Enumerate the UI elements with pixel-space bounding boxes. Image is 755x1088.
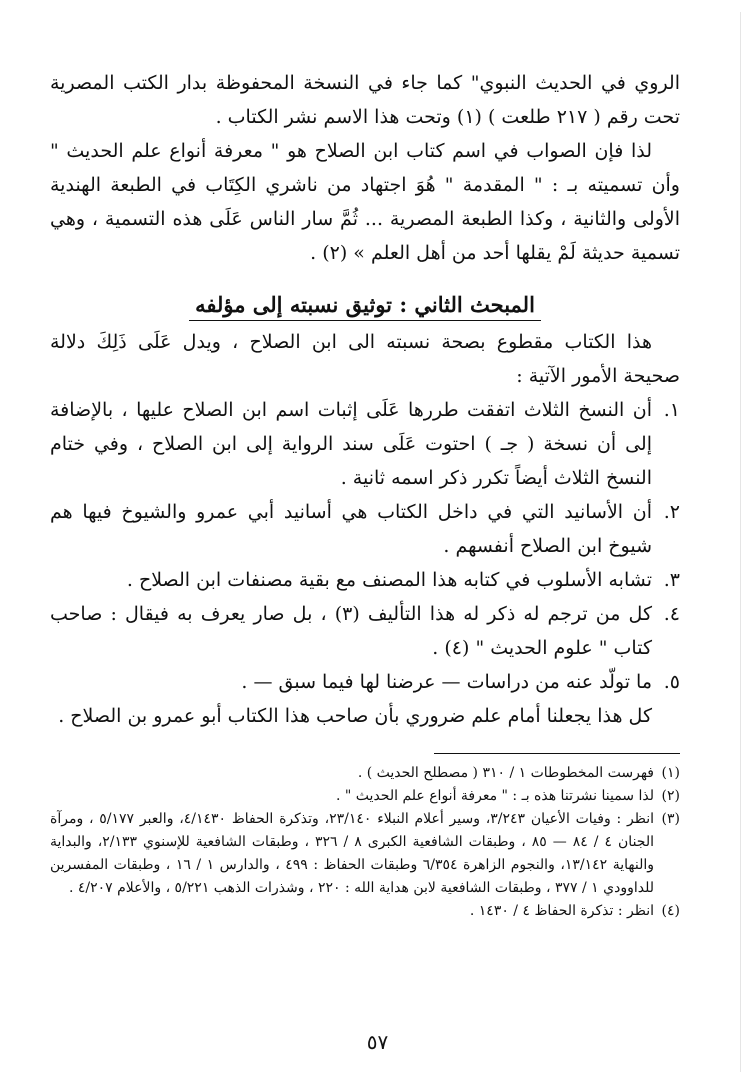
list-item-text: ما تولّد عنه من دراسات — عرضنا لها فيما سبق — . [241,671,652,693]
page-number: ٥٧ [366,1030,389,1054]
footnotes [50,762,680,923]
list-item [50,665,680,699]
evidence-list [50,393,680,699]
list-item-text: تشابه الأسلوب في كتابه هذا المصنف مع بقية مصنفات ابن الصلاح . [126,569,652,591]
list-item-number: ٥. [663,671,680,693]
footnote [50,785,680,808]
footnote-number: (٢) [661,788,680,804]
footnote-text: انظر : وفيات الأعيان ٣/٢٤٣، وسير أعلام النبلاء ٢٣/١٤٠، وتذكرة الحفاظ ٤/١٤٣٠، والعبر ٥/١٧٧ ، ومرآة الجنان ٤ / ٨٤ — ٨٥ ، وطبقات الشافعية الكبرى ٨ / ٣٢٦ ، وطبقات الشافعية للإسنوي ٢/١٣٣، والبداية والنهاية ١٣/١٤٢، والنجوم الزاهرة ٦/٣٥٤ وطبقات الحفاظ : ٤٩٩ ، والدارس ١ / ١٦ ، وطبقات المفسرين للداوودي ١ / ٣٧٧ ، وطبقات الشافعية لابن هداية الله : ٢٢٠ ، وشذرات الذهب ٥/٢٢١ ، والأعلام ٤/٢٠٧ . [50,811,654,896]
list-item-number: ٣. [663,569,680,591]
footnote-number: (٤) [661,903,680,919]
footnote [50,762,680,785]
conclusion-paragraph: كل هذا يجعلنا أمام علم ضروري بأن صاحب هذا الكتاب أبو عمرو بن الصلاح . [58,705,652,727]
list-item [50,393,680,495]
scan-edge-line [740,12,741,1072]
list-item-text: كل من ترجم له ذكر له هذا التأليف (٣) ، بل صار يعرف به فيقال : صاحب كتاب " علوم الحديث " (٤) . [50,603,652,659]
page-body [50,66,680,923]
list-item-number: ٤. [663,603,680,625]
section-heading-wrap [50,292,680,321]
list-item-number: ١. [663,399,680,421]
footnote [50,808,680,900]
footnote-separator [434,753,680,754]
list-item [50,563,680,597]
intro-paragraph-1: الروي في الحديث النبوي" كما جاء في النسخة المحفوظة بدار الكتب المصرية تحت رقم ( ٢١٧ طلعت ) (١) وتحت هذا الاسم نشر الكتاب . [50,72,680,128]
list-item [50,597,680,665]
section-title: المبحث الثاني : توثيق نسبته إلى مؤلفه [189,292,541,321]
section-intro: هذا الكتاب مقطوع بصحة نسبته الى ابن الصلاح ، ويدل عَلَى ذَلِكَ دلالة صحيحة الأمور الآتية : [50,331,680,387]
footnote-text: انظر : تذكرة الحفاظ ٤ / ١٤٣٠ . [469,903,654,919]
footnote-text: فهرست المخطوطات ١ / ٣١٠ ( مصطلح الحديث ) . [357,765,654,781]
intro-paragraph-2: لذا فإن الصواب في اسم كتاب ابن الصلاح هو " معرفة أنواع علم الحديث " وأن تسميته بـ : " المقدمة " هُوَ اجتهاد من ناشري الكِتَاب في الطبعة الهندية الأولى والثانية ، وكذا الطبعة المصرية ... ثُمَّ سار الناس عَلَى هذه التسمية ، وهي تسمية حديثة لَمْ يقلها أحد من أهل العلم » (٢) . [50,140,680,264]
footnote [50,900,680,923]
list-item [50,495,680,563]
footnote-number: (٣) [661,811,680,827]
footnote-number: (١) [661,765,680,781]
list-item-text: أن الأسانيد التي في داخل الكتاب هي أسانيد أبي عمرو والشيوخ فيها هم شيوخ ابن الصلاح أنفسهم . [50,501,652,557]
list-item-text: أن النسخ الثلاث اتفقت طررها عَلَى إثبات اسم ابن الصلاح عليها ، بالإضافة إلى أن نسخة ( جـ ) احتوت عَلَى سند الرواية إلى ابن الصلاح ، وفي ختام النسخ الثلاث أيضاً تكرر ذكر اسمه ثانية . [50,399,652,489]
list-item-number: ٢. [663,501,680,523]
footnote-text: لذا سمينا نشرتنا هذه بـ : " معرفة أنواع علم الحديث " . [336,788,654,804]
